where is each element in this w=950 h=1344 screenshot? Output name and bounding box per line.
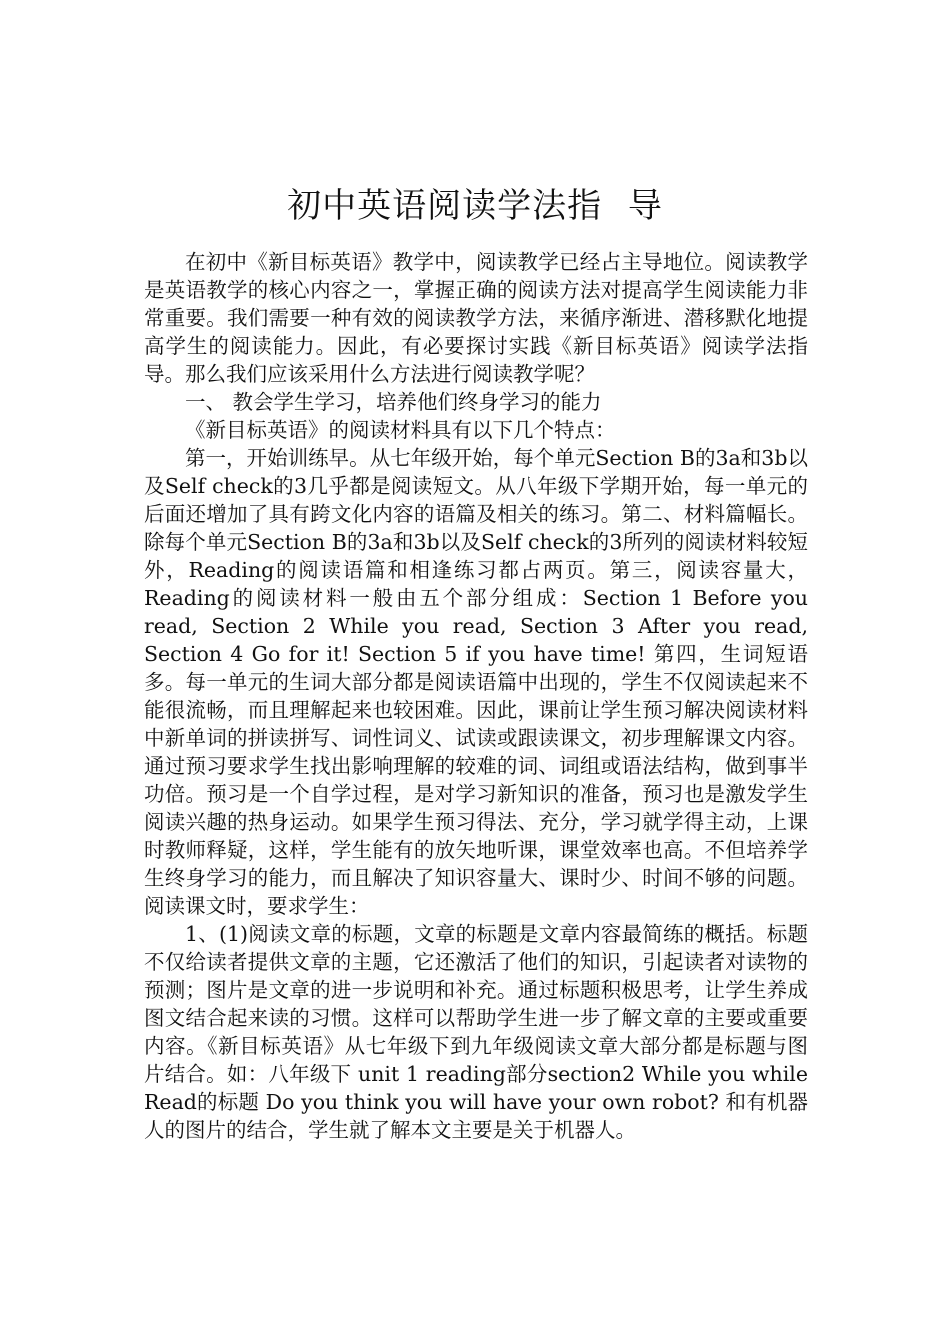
document-body bbox=[144, 248, 808, 1144]
paragraph-features-intro: 《新目标英语》的阅读材料具有以下几个特点： bbox=[185, 418, 616, 442]
paragraph-features: 第一，开始训练早。从七年级开始，每个单元Section B的3a和3b以及Self check的3几乎都是阅读短文。从八年级下学期开始，每一单元的后面还增加了具有跨文化内容的语篇及相关的练习。第二、材料篇幅长。除每个单元Section B的3a和3b以及Self check的3所列的阅读材料较短外，Reading的阅读语篇和相逢练习都占两页。第三，阅读容量大，Reading的阅读材料一般由五个部分组成：Section 1 Before you read, Section 2 While you read, Section 3 After you read, Section 4 Go for it! Section 5 if you have time! 第四，生词短语多。每一单元的生词大部分都是阅读语篇中出现的，学生不仅阅读起来不能很流畅，而且理解起来也较困难。因此，课前让学生预习解决阅读材料中新单词的拼读拼写、词性词义、试读或跟读课文，初步理解课文内容。通过预习要求学生找出影响理解的较难的词、词组或语法结构，做到事半功倍。预习是一个自学过程，是对学习新知识的准备，预习也是激发学生阅读兴趣的热身运动。如果学生预习得法、充分，学习就学得主动，上课时教师释疑，这样，学生能有的放矢地听课，课堂效率也高。不但培养学生终身学习的能力，而且解决了知识容量大、课时少、时间不够的问题。阅读课文时，要求学生： bbox=[144, 446, 808, 918]
section-heading-1: 一、 教会学生学习，培养他们终身学习的能力 bbox=[185, 390, 602, 414]
paragraph-intro: 在初中《新目标英语》教学中，阅读教学已经占主导地位。阅读教学是英语教学的核心内容之一，掌握正确的阅读方法对提高学生阅读能力非常重要。我们需要一种有效的阅读教学方法，来循序渐进、潜移默化地提高学生的阅读能力。因此，有必要探讨实践《新目标英语》阅读学法指导。那么我们应该采用什么方法进行阅读教学呢？ bbox=[144, 250, 808, 386]
paragraph-reading-title: 1、(1)阅读文章的标题，文章的标题是文章内容最简练的概括。标题不仅给读者提供文章的主题，它还激活了他们的知识，引起读者对读物的预测；图片是文章的进一步说明和补充。通过标题积极思考，让学生养成图文结合起来读的习惯。这样可以帮助学生进一步了解文章的主要或重要内容。《新目标英语》从七年级下到九年级阅读文章大部分都是标题与图片结合。如：八年级下 unit 1 reading部分section2 While you while Read的标题 Do you think you will have your own robot? 和有机器人的图片的结合，学生就了解本文主要是关于机器人。 bbox=[144, 922, 808, 1142]
document-title: 初中英语阅读学法指 导 bbox=[287, 186, 663, 226]
